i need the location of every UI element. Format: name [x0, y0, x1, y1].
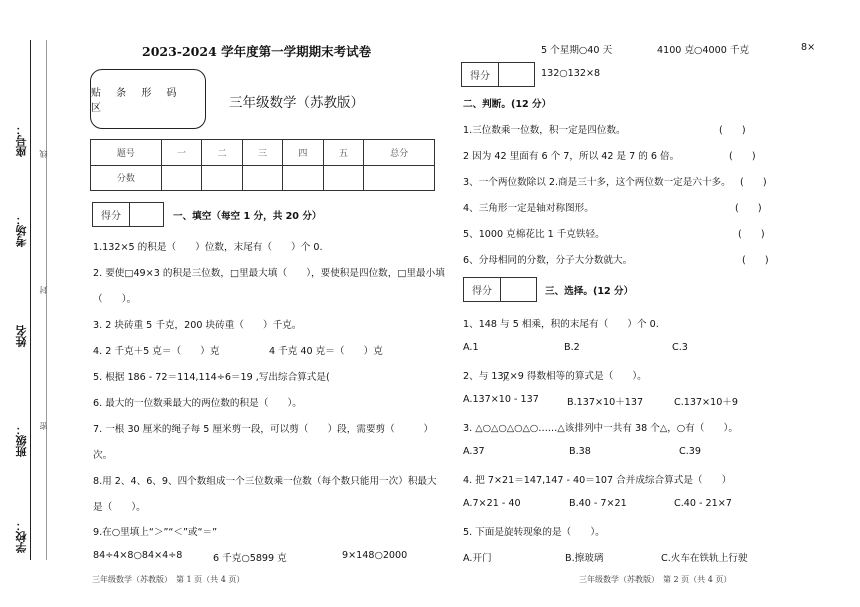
choice-question-2: 2、与 137×9 得数相等的算式是（ ）。 — [463, 371, 647, 382]
fill-item-4b: 4 千克 40 克＝（ ）克 — [269, 346, 383, 357]
score-table-header: 题号 — [91, 140, 162, 166]
judge-item-5: 5、1000 克棉花比 1 千克铁轻。 — [463, 229, 605, 240]
score-table-header: 一 — [161, 140, 201, 166]
fill-item-3: 3. 2 块砖重 5 千克，200 块砖重（ ）千克。 — [93, 320, 302, 331]
defen-label: 得分 — [462, 63, 499, 86]
choice-option-a[interactable]: A.137×10 - 137 — [463, 394, 539, 405]
judge-bracket[interactable]: ( ) — [735, 203, 762, 214]
footer-page-1: 三年级数学（苏教版） 第 1 页（共 4 页） — [92, 575, 245, 584]
choice-question-5: 5. 下面是旋转现象的是（ ）。 — [463, 527, 605, 538]
fill-item-2-cont: （ ）。 — [93, 294, 137, 305]
choice-option-a[interactable]: A.开门 — [463, 553, 492, 564]
fill-item-2: 2. 要使□49×3 的积是三位数，□里最大填（ ），要使积是四位数，□里最小填 — [93, 268, 445, 279]
score-cell[interactable] — [161, 165, 201, 191]
fill-item-8-cont: 是（ ）。 — [93, 502, 146, 513]
choice-option-b[interactable]: B.擦玻璃 — [565, 553, 604, 564]
choice-option-a[interactable]: A.1 — [463, 342, 479, 353]
name-label: 姓名 — [15, 325, 28, 347]
section3-heading: 三、选择。(12 分） — [545, 286, 634, 297]
score-cell[interactable] — [283, 165, 323, 191]
fill-item-8: 8.用 2、4、6、9、四个数组成一个三位数乘一位数（每个数只能用一次）积最大 — [93, 476, 437, 487]
compare-item-3: 9×148○2000 — [342, 550, 408, 561]
fill-item-4a: 4. 2 千克＋5 克＝（ ）克 — [93, 346, 220, 357]
choice-question-4: 4. 把 7×21＝147,147 - 40＝107 合并成综合算式是（ ） — [463, 475, 732, 486]
score-cell[interactable] — [202, 165, 242, 191]
score-table-header: 二 — [202, 140, 242, 166]
defen-box-section1 — [92, 202, 164, 227]
defen-input[interactable] — [501, 278, 536, 301]
choice-option-c[interactable]: C.40 - 21×7 — [674, 498, 732, 509]
judge-item-4: 4、三角形一定是轴对称图形。 — [463, 203, 594, 214]
choice-question-3: 3. △○△○△○△○……△该排列中一共有 38 个△，○有（ ）。 — [463, 423, 738, 434]
compare-item-5: 4100 克○4000 千克 — [657, 45, 750, 56]
judge-item-1: 1.三位数乘一位数，积一定是四位数。 — [463, 125, 626, 136]
defen-box-section2 — [461, 62, 535, 87]
score-table-header-row — [91, 140, 435, 166]
score-cell[interactable] — [242, 165, 282, 191]
choice-option-a[interactable]: A.7×21 - 40 — [463, 498, 521, 509]
score-table-header: 五 — [323, 140, 363, 166]
defen-input[interactable] — [130, 203, 163, 226]
choice-option-c[interactable]: C.3 — [672, 342, 688, 353]
judge-item-3: 3、一个两位数除以 2.商是三十多，这个两位数一定是六十多。 — [463, 177, 731, 188]
fill-item-1: 1.132×5 的积是（ ）位数，末尾有（ ）个 0. — [93, 242, 323, 253]
binding-mark-secret: 密 — [39, 422, 48, 430]
score-table-score-row — [91, 165, 435, 191]
defen-input[interactable] — [499, 63, 534, 86]
score-table-header: 四 — [283, 140, 323, 166]
fill-item-7-cont: 次。 — [93, 450, 113, 461]
compare-item-2: 6 千克○5899 克 — [213, 553, 287, 564]
choice-option-b[interactable]: B.40 - 7×21 — [569, 498, 627, 509]
class-label: 班级： — [15, 424, 28, 457]
defen-box-section3 — [463, 277, 537, 302]
exam-room-label: 考场： — [15, 214, 28, 247]
exam-subtitle: 三年级数学（苏教版） — [229, 95, 364, 111]
defen-label: 得分 — [93, 203, 130, 226]
judge-bracket[interactable]: ( ) — [719, 125, 746, 136]
binding-mark-line: 线 — [39, 150, 48, 158]
choice-option-a[interactable]: A.37 — [463, 446, 485, 457]
judge-item-2: 2 因为 42 里面有 6 个 7，所以 42 是 7 的 6 倍。 — [463, 151, 680, 162]
seat-label: 座号： — [15, 124, 28, 157]
judge-item-6: 6、分母相同的分数，分子大分数就大。 — [463, 255, 633, 266]
choice-option-b[interactable]: B.38 — [569, 446, 591, 457]
choice-option-c[interactable]: C.39 — [679, 446, 701, 457]
judge-bracket[interactable]: ( ) — [729, 151, 756, 162]
choice-question-1: 1、148 与 5 相乘，积的末尾有（ ）个 0. — [463, 319, 659, 330]
binding-mark-seal: 封 — [39, 286, 48, 294]
fill-item-6: 6. 最大的一位数乘最大的两位数的积是（ ）。 — [93, 398, 302, 409]
score-table — [90, 139, 435, 191]
judge-bracket[interactable]: ( ) — [740, 177, 767, 188]
binding-line-inner — [46, 40, 47, 560]
barcode-area: 贴 条 形 码 区 — [90, 69, 206, 129]
choice-option-c[interactable]: C.火车在铁轨上行驶 — [661, 553, 748, 564]
score-cell[interactable] — [323, 165, 363, 191]
choice-option-b[interactable]: B.2 — [564, 342, 580, 353]
section1-heading: 一、填空（每空 1 分，共 20 分） — [173, 211, 322, 222]
score-table-header: 三 — [242, 140, 282, 166]
score-table-row-label: 分数 — [91, 165, 162, 191]
choice-option-c[interactable]: C.137×10＋9 — [674, 397, 739, 408]
compare-item-6-partial: 8× — [801, 42, 816, 53]
score-table-header: 总分 — [364, 140, 435, 166]
judge-bracket[interactable]: ( ) — [742, 255, 769, 266]
judge-bracket[interactable]: ( ) — [738, 229, 765, 240]
footer-page-2: 三年级数学（苏教版） 第 2 页（共 4 页） — [579, 575, 732, 584]
exam-title: 2023-2024 学年度第一学期期末考试卷 — [142, 44, 372, 59]
compare-item-4: 5 个星期○40 天 — [541, 45, 613, 56]
fill-item-5: 5. 根据 186 - 72＝114,114÷6＝19 ,写出综合算式是( )。 — [93, 372, 516, 383]
binding-line-outer — [30, 40, 31, 560]
compare-item-1: 84÷4×8○84×4÷8 — [93, 550, 183, 561]
compare-item-7: 132○132×8 — [541, 68, 601, 79]
school-label: 学校： — [15, 520, 28, 553]
fill-item-7: 7. 一根 30 厘米的绳子每 5 厘米剪一段，可以剪（ ）段，需要剪（ ） — [93, 424, 434, 435]
defen-label: 得分 — [464, 278, 501, 301]
choice-option-b[interactable]: B.137×10＋137 — [567, 397, 644, 408]
score-cell[interactable] — [364, 165, 435, 191]
fill-item-9: 9.在○里填上“＞”“＜”或“＝” — [93, 527, 218, 538]
section2-heading: 二、判断。(12 分） — [463, 99, 552, 110]
